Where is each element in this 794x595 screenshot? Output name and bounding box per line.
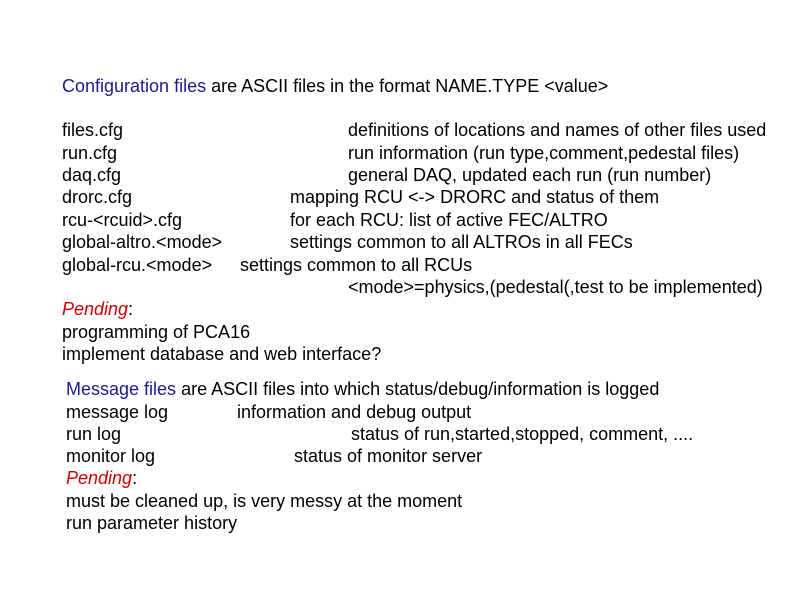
messages-intro-rest: are ASCII files into which status/debug/information is logged: [176, 379, 660, 399]
config-row-name: drorc.cfg: [62, 187, 133, 207]
config-mode-note: <mode>=physics,(pedestal(,test to be implemented): [348, 277, 763, 297]
messages-row-name: message log: [66, 402, 169, 422]
messages-pending-colon: :: [132, 468, 138, 488]
config-pending-colon: :: [128, 299, 134, 319]
messages-row-desc: information and debug output: [237, 402, 472, 422]
messages-pending-label: Pending: [66, 468, 133, 488]
config-pending-heading: [62, 298, 133, 320]
config-row-name: daq.cfg: [62, 165, 122, 185]
config-pending-label: Pending: [62, 299, 129, 319]
config-intro-highlight: Configuration files: [62, 76, 207, 96]
config-row-name: run.cfg: [62, 143, 118, 163]
messages-intro-highlight: Message files: [66, 379, 177, 399]
config-row-desc: definitions of locations and names of other files used: [348, 120, 767, 140]
config-row-name: rcu-<rcuid>.cfg: [62, 210, 183, 230]
config-pending-item: implement database and web interface?: [62, 344, 382, 364]
config-row-desc: for each RCU: list of active FEC/ALTRO: [290, 210, 608, 230]
messages-intro: [66, 378, 659, 400]
config-intro-rest: are ASCII files in the format NAME.TYPE <value>: [206, 76, 609, 96]
config-intro: [62, 75, 608, 97]
messages-pending-item: must be cleaned up, is very messy at the moment: [66, 491, 463, 511]
config-row-desc: run information (run type,comment,pedestal files): [348, 143, 740, 163]
messages-row-desc: status of monitor server: [294, 446, 483, 466]
config-row-desc: mapping RCU <-> DRORC and status of them: [290, 187, 660, 207]
messages-pending-heading: [66, 467, 137, 489]
config-pending-item: programming of PCA16: [62, 322, 251, 342]
config-row-desc: general DAQ, updated each run (run number): [348, 165, 712, 185]
config-row-desc: settings common to all RCUs: [240, 255, 473, 275]
config-row-name: global-altro.<mode>: [62, 232, 223, 252]
messages-row-name: monitor log: [66, 446, 156, 466]
config-row-name: files.cfg: [62, 120, 124, 140]
messages-pending-item: run parameter history: [66, 513, 238, 533]
config-row-name: global-rcu.<mode>: [62, 255, 213, 275]
messages-row-desc: status of run,started,stopped, comment, ....: [351, 424, 694, 444]
messages-row-name: run log: [66, 424, 122, 444]
config-row-desc: settings common to all ALTROs in all FECs: [290, 232, 633, 252]
